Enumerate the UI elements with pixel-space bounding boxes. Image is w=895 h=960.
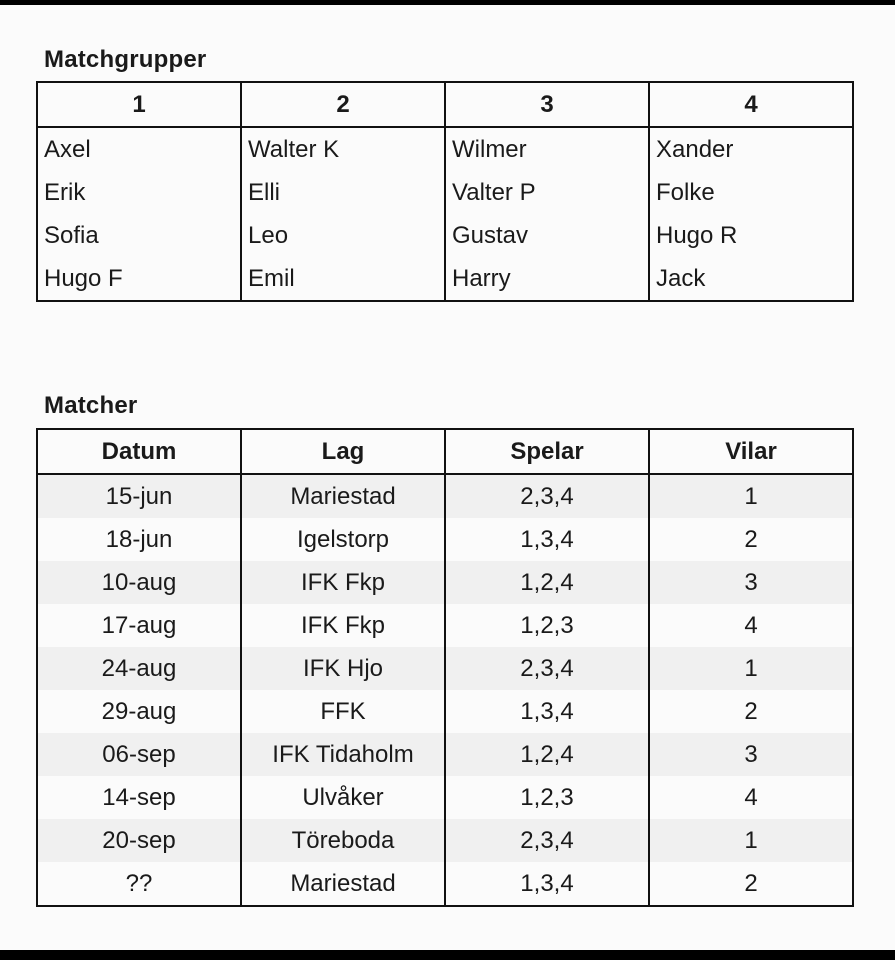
table-row bbox=[37, 604, 853, 647]
playing-cell: 1,2,3 bbox=[445, 776, 649, 819]
table-row bbox=[37, 862, 853, 906]
table-row bbox=[37, 127, 853, 171]
team-cell: Mariestad bbox=[241, 862, 445, 906]
player-cell: Wilmer bbox=[445, 127, 649, 171]
groups-table bbox=[36, 81, 854, 302]
resting-cell: 2 bbox=[649, 690, 853, 733]
player-cell: Jack bbox=[649, 257, 853, 301]
date-cell: 29-aug bbox=[37, 690, 241, 733]
resting-cell: 4 bbox=[649, 604, 853, 647]
playing-cell: 2,3,4 bbox=[445, 647, 649, 690]
matches-table bbox=[36, 428, 854, 907]
playing-cell: 1,2,4 bbox=[445, 733, 649, 776]
table-row bbox=[37, 474, 853, 518]
team-cell: IFK Fkp bbox=[241, 561, 445, 604]
player-cell: Xander bbox=[649, 127, 853, 171]
resting-cell: 2 bbox=[649, 862, 853, 906]
table-row bbox=[37, 776, 853, 819]
playing-cell: 2,3,4 bbox=[445, 819, 649, 862]
table-row bbox=[37, 214, 853, 257]
team-cell: FFK bbox=[241, 690, 445, 733]
playing-cell: 1,3,4 bbox=[445, 862, 649, 906]
player-cell: Valter P bbox=[445, 171, 649, 214]
date-cell: 24-aug bbox=[37, 647, 241, 690]
groups-header-cell: 2 bbox=[241, 82, 445, 127]
player-cell: Sofia bbox=[37, 214, 241, 257]
player-cell: Erik bbox=[37, 171, 241, 214]
table-row bbox=[37, 690, 853, 733]
player-cell: Leo bbox=[241, 214, 445, 257]
player-cell: Walter K bbox=[241, 127, 445, 171]
header-spelar: Spelar bbox=[445, 429, 649, 474]
groups-header-row bbox=[37, 82, 853, 127]
player-cell: Folke bbox=[649, 171, 853, 214]
playing-cell: 1,3,4 bbox=[445, 518, 649, 561]
resting-cell: 1 bbox=[649, 474, 853, 518]
playing-cell: 2,3,4 bbox=[445, 474, 649, 518]
team-cell: IFK Hjo bbox=[241, 647, 445, 690]
date-cell: 18-jun bbox=[37, 518, 241, 561]
groups-header-cell: 3 bbox=[445, 82, 649, 127]
player-cell: Emil bbox=[241, 257, 445, 301]
groups-title: Matchgrupper bbox=[44, 46, 207, 73]
table-row bbox=[37, 518, 853, 561]
player-cell: Gustav bbox=[445, 214, 649, 257]
date-cell: 17-aug bbox=[37, 604, 241, 647]
matches-title: Matcher bbox=[44, 392, 138, 419]
resting-cell: 1 bbox=[649, 647, 853, 690]
player-cell: Hugo F bbox=[37, 257, 241, 301]
team-cell: Mariestad bbox=[241, 474, 445, 518]
resting-cell: 1 bbox=[649, 819, 853, 862]
table-row bbox=[37, 171, 853, 214]
team-cell: Ulvåker bbox=[241, 776, 445, 819]
groups-header-cell: 1 bbox=[37, 82, 241, 127]
table-row bbox=[37, 819, 853, 862]
player-cell: Harry bbox=[445, 257, 649, 301]
team-cell: Töreboda bbox=[241, 819, 445, 862]
table-row bbox=[37, 647, 853, 690]
date-cell: 10-aug bbox=[37, 561, 241, 604]
date-cell: ?? bbox=[37, 862, 241, 906]
header-datum: Datum bbox=[37, 429, 241, 474]
resting-cell: 3 bbox=[649, 733, 853, 776]
resting-cell: 4 bbox=[649, 776, 853, 819]
player-cell: Axel bbox=[37, 127, 241, 171]
date-cell: 15-jun bbox=[37, 474, 241, 518]
matches-header-row bbox=[37, 429, 853, 474]
groups-header-cell: 4 bbox=[649, 82, 853, 127]
header-vilar: Vilar bbox=[649, 429, 853, 474]
team-cell: IFK Tidaholm bbox=[241, 733, 445, 776]
playing-cell: 1,2,3 bbox=[445, 604, 649, 647]
resting-cell: 3 bbox=[649, 561, 853, 604]
header-lag: Lag bbox=[241, 429, 445, 474]
player-cell: Elli bbox=[241, 171, 445, 214]
table-row bbox=[37, 561, 853, 604]
table-row bbox=[37, 257, 853, 301]
resting-cell: 2 bbox=[649, 518, 853, 561]
top-border bbox=[0, 0, 895, 5]
bottom-border bbox=[0, 950, 895, 960]
date-cell: 06-sep bbox=[37, 733, 241, 776]
playing-cell: 1,2,4 bbox=[445, 561, 649, 604]
player-cell: Hugo R bbox=[649, 214, 853, 257]
team-cell: IFK Fkp bbox=[241, 604, 445, 647]
playing-cell: 1,3,4 bbox=[445, 690, 649, 733]
table-row bbox=[37, 733, 853, 776]
date-cell: 14-sep bbox=[37, 776, 241, 819]
team-cell: Igelstorp bbox=[241, 518, 445, 561]
date-cell: 20-sep bbox=[37, 819, 241, 862]
